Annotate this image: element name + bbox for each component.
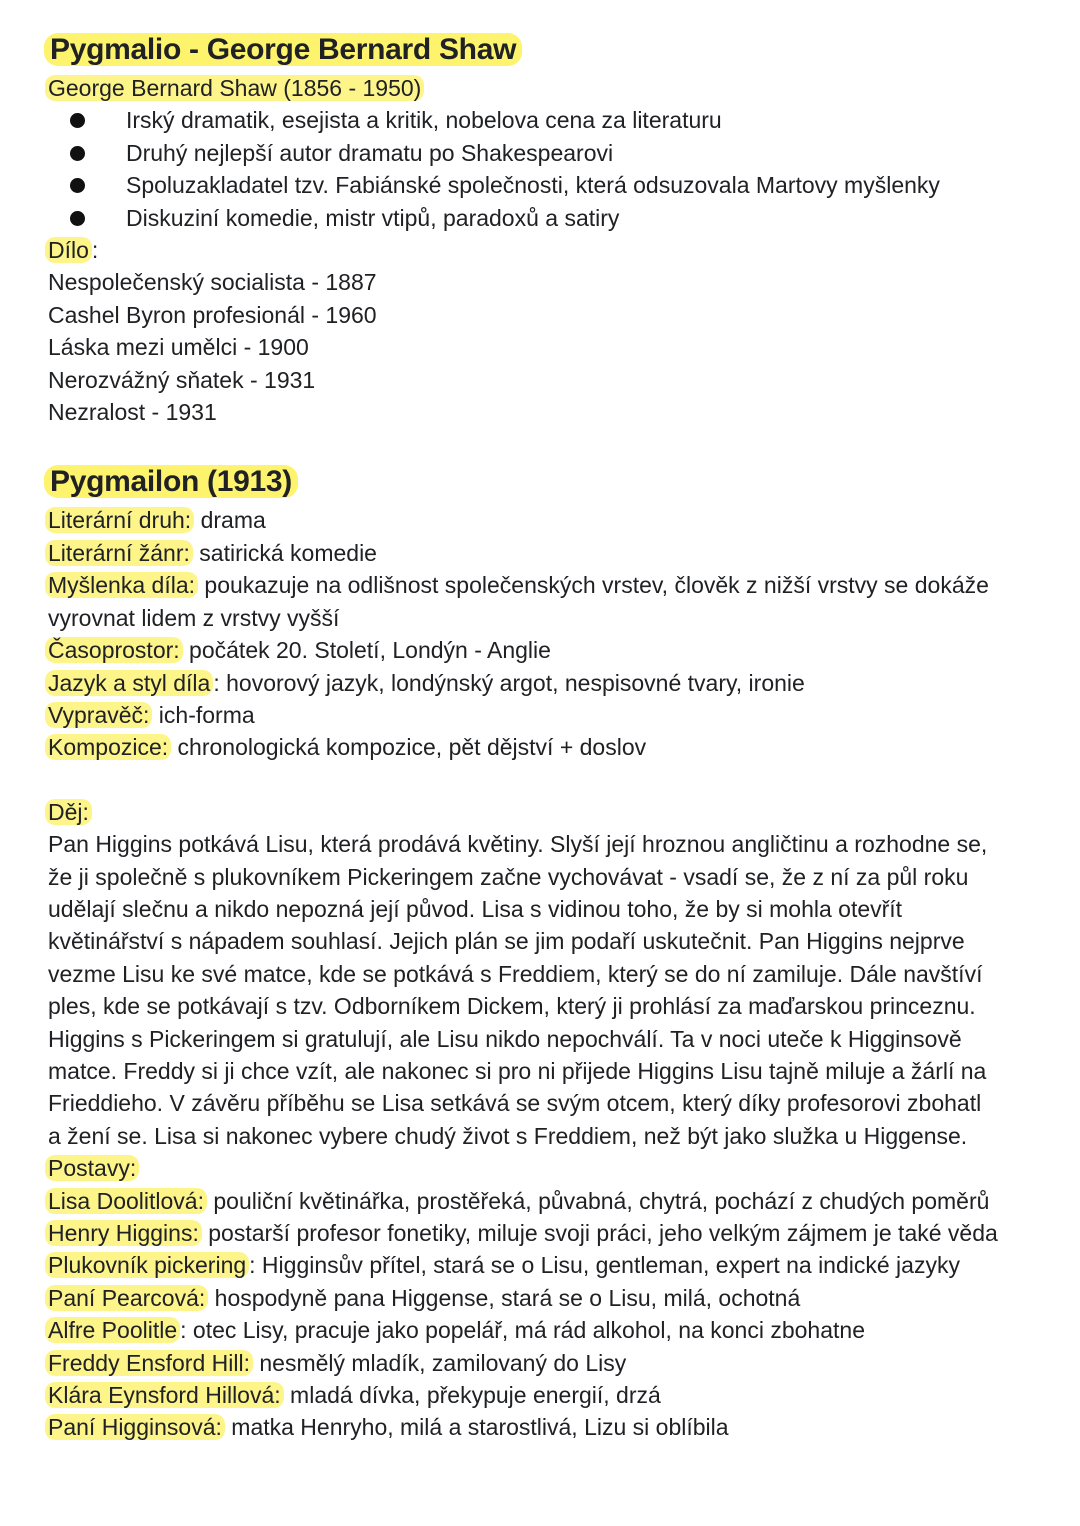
field-row [48,569,1038,634]
works-heading [48,234,1038,266]
character-row [48,1185,1038,1217]
character-desc: postarší profesor fonetiky, miluje svoji práci, jeho velkým zájmem je také věda [201,1220,998,1246]
bullet-icon [70,211,85,226]
character-row [48,1217,998,1249]
plot-line: matce. Freddy si ji chce vzít, ale nakonec si pro ni přijede Higgins Lisu tajně miluje a žárlí na [48,1057,987,1084]
work-item: Nerozvážný sňatek - 1931 [48,366,316,393]
plot-line: Pan Higgins potkává Lisu, která prodává květiny. Slyší její hroznou angličtinu a rozhodne se, [48,831,988,858]
field-value: drama [194,507,266,534]
character-name: Alfre Poolitle [45,1317,180,1343]
field-label: Kompozice: [45,734,171,760]
list-item [48,169,1038,201]
book-title-text: Pygmailon (1913) [44,465,298,498]
plot-line: květinářství s nápadem souhlasí. Jejich plán se jim podaří uskutečnit. Pan Higgins nejprve [48,928,965,955]
author-facts-list [48,104,1038,234]
character-name: Plukovník pickering [45,1252,249,1278]
plot-line: ples, kde se potkávají s tzv. Odborníkem Dickem, který ji prohlásí za maďarskou princeznu. [48,993,976,1020]
field-label: Literární žánr: [45,540,193,566]
character-name: Klára Eynsford Hillová: [45,1382,284,1408]
field-row [48,504,1038,536]
list-item [48,202,1038,234]
character-row [48,1282,1038,1314]
field-label: Vypravěč: [45,702,152,728]
plot-line: vezme Lisu ke své matce, kde se potkává s Freddiem, který se do ní zamiluje. Dále navštíví [48,960,983,987]
character-desc: pouliční květinářka, prostěřeká, půvabná, chytrá, pochází z chudých poměrů [206,1187,990,1214]
character-row [48,1314,1038,1346]
author-subtitle [48,72,1038,104]
character-desc: hospodyně pana Higgense, stará se o Lisu, milá, ochotná [208,1284,801,1311]
character-row [48,1249,1038,1281]
field-label: Myšlenka díla: [45,572,198,598]
book-title [48,460,1038,504]
bullet-icon [70,113,85,128]
bullet-icon [70,146,85,161]
works-label: Dílo [45,237,92,263]
plot-text [48,828,1038,1152]
field-value: satirická komedie [192,539,377,566]
list-item [48,137,1038,169]
page-title-text: Pygmalio - George Bernard Shaw [44,33,522,66]
bullet-icon [70,178,85,193]
character-row [48,1347,1038,1379]
field-label: Literární druh: [45,507,194,533]
list-item-text: Irský dramatik, esejista a kritik, nobelova cena za literaturu [126,107,722,134]
field-value: počátek 20. Století, Londýn - Anglie [182,637,551,664]
work-item: Cashel Byron profesionál - 1960 [48,301,377,328]
character-desc: mladá dívka, překypuje energií, drzá [283,1382,661,1409]
characters-label: Postavy: [45,1155,139,1181]
list-item [48,104,1038,136]
character-row [48,1379,1038,1411]
character-name: Freddy Ensford Hill: [45,1350,253,1376]
author-subtitle-text: George Bernard Shaw (1856 - 1950) [45,75,424,101]
document-page [48,28,1038,1444]
work-item: Nezralost - 1931 [48,399,217,426]
field-label: Časoprostor: [45,637,183,663]
list-item-text: Diskuziní komedie, mistr vtipů, paradoxů a satiry [126,204,620,231]
field-row [48,731,1038,763]
character-desc: nesmělý mladík, zamilovaný do Lisy [252,1349,627,1376]
plot-line: a žení se. Lisa si nakonec vybere chudý život s Freddiem, než být jako služka u Higgense. [48,1122,968,1149]
plot-line: že ji společně s plukovníkem Pickeringem začne vychovávat - vsadí se, že z ní za půl roku [48,863,969,890]
field-row [48,699,1038,731]
plot-heading [48,796,1038,828]
field-value: ich-forma [152,701,255,728]
characters-heading [48,1152,1038,1184]
page-title [48,28,1038,72]
character-desc: : otec Lisy, pracuje jako popelář, má rád alkohol, na konci zbohatne [180,1317,865,1344]
plot-line: Frieddieho. V závěru příběhu se Lisa setkává se svým otcem, který díky profesorovi zbohatl [48,1090,982,1117]
list-item-text: Druhý nejlepší autor dramatu po Shakespearovi [126,139,614,166]
character-name: Henry Higgins: [45,1220,202,1246]
character-name: Paní Pearcová: [45,1285,208,1311]
character-desc: : Higginsův přítel, stará se o Lisu, gentleman, expert na indické jazyky [249,1252,960,1279]
character-name: Paní Higginsová: [45,1414,225,1440]
field-value: : hovorový jazyk, londýnský argot, nespisovné tvary, ironie [213,669,805,696]
field-row [48,634,1038,666]
field-row [48,667,1038,699]
character-row [48,1411,1038,1443]
field-value: chronologická kompozice, pět dějství + doslov [171,734,647,761]
work-item: Láska mezi umělci - 1900 [48,334,309,361]
work-item: Nespolečenský socialista - 1887 [48,269,377,296]
character-desc: matka Henryho, milá a starostlivá, Lizu si oblíbila [224,1414,729,1441]
works-colon: : [91,237,99,264]
plot-line: udělají slečnu a nikdo nepozná její původ. Lisa s vidinou toho, že by si mohla otevřít [48,895,903,922]
list-item-text: Spoluzakladatel tzv. Fabiánské společnosti, která odsuzovala Martovy myšlenky [126,172,940,199]
plot-label: Děj: [45,799,92,825]
field-label: Jazyk a styl díla [45,670,213,696]
field-value: poukazuje na odlišnost společenských vrstev, člověk z nižší vrstvy se dokáže vyrovnat lidem z vrstvy vyšší [48,572,989,631]
plot-line: Higgins s Pickeringem si gratulují, ale Lisu nikdo nepochválí. Ta v noci uteče k Higginsově [48,1025,962,1052]
field-row [48,537,1038,569]
character-name: Lisa Doolitlová: [45,1188,207,1214]
